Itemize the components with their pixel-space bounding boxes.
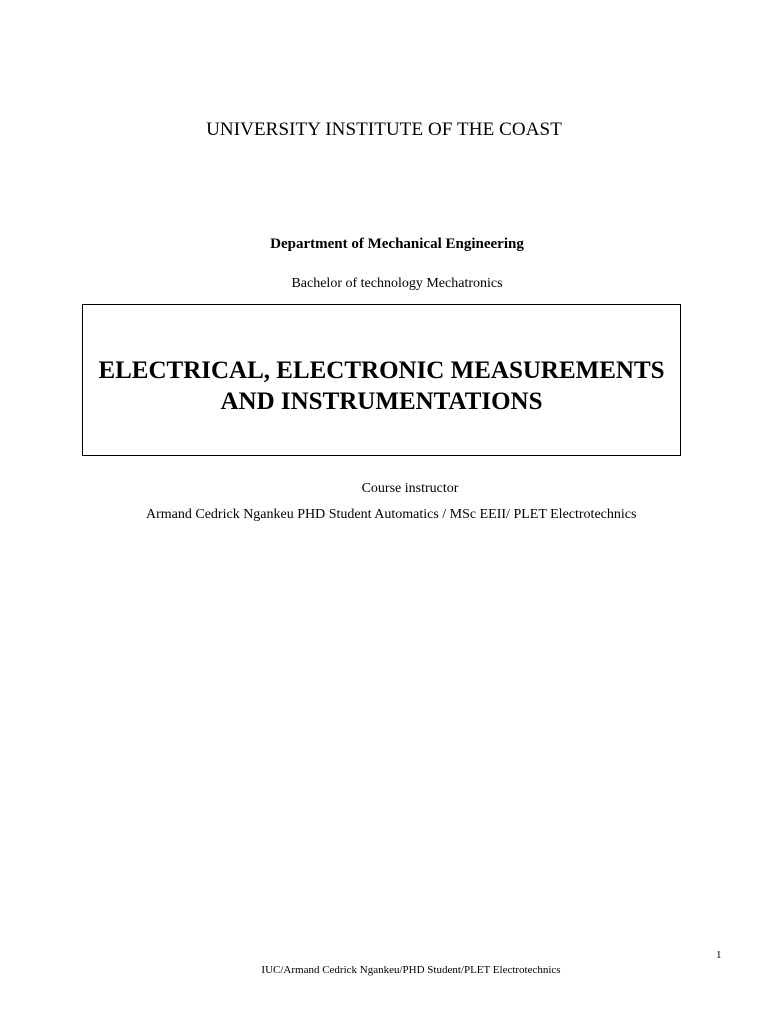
instructor-label: Course instructor <box>361 481 459 496</box>
instructor-name: Armand Cedrick Ngankeu PHD Student Automatics / MSc EEII/ PLET Electrotechnics <box>146 507 637 522</box>
program-name: Bachelor of technology Mechatronics <box>291 276 503 291</box>
page-footer: IUC/Armand Cedrick Ngankeu/PHD Student/PLET Electrotechnics <box>261 964 561 976</box>
page-number: 1 <box>716 949 722 961</box>
course-title-box <box>82 304 681 456</box>
department-name: Department of Mechanical Engineering <box>270 236 524 252</box>
institute-name: UNIVERSITY INSTITUTE OF THE COAST <box>206 119 562 140</box>
course-title-line-1: ELECTRICAL, ELECTRONIC MEASUREMENTS <box>98 357 665 384</box>
course-title-line-2: AND INSTRUMENTATIONS <box>220 388 543 415</box>
